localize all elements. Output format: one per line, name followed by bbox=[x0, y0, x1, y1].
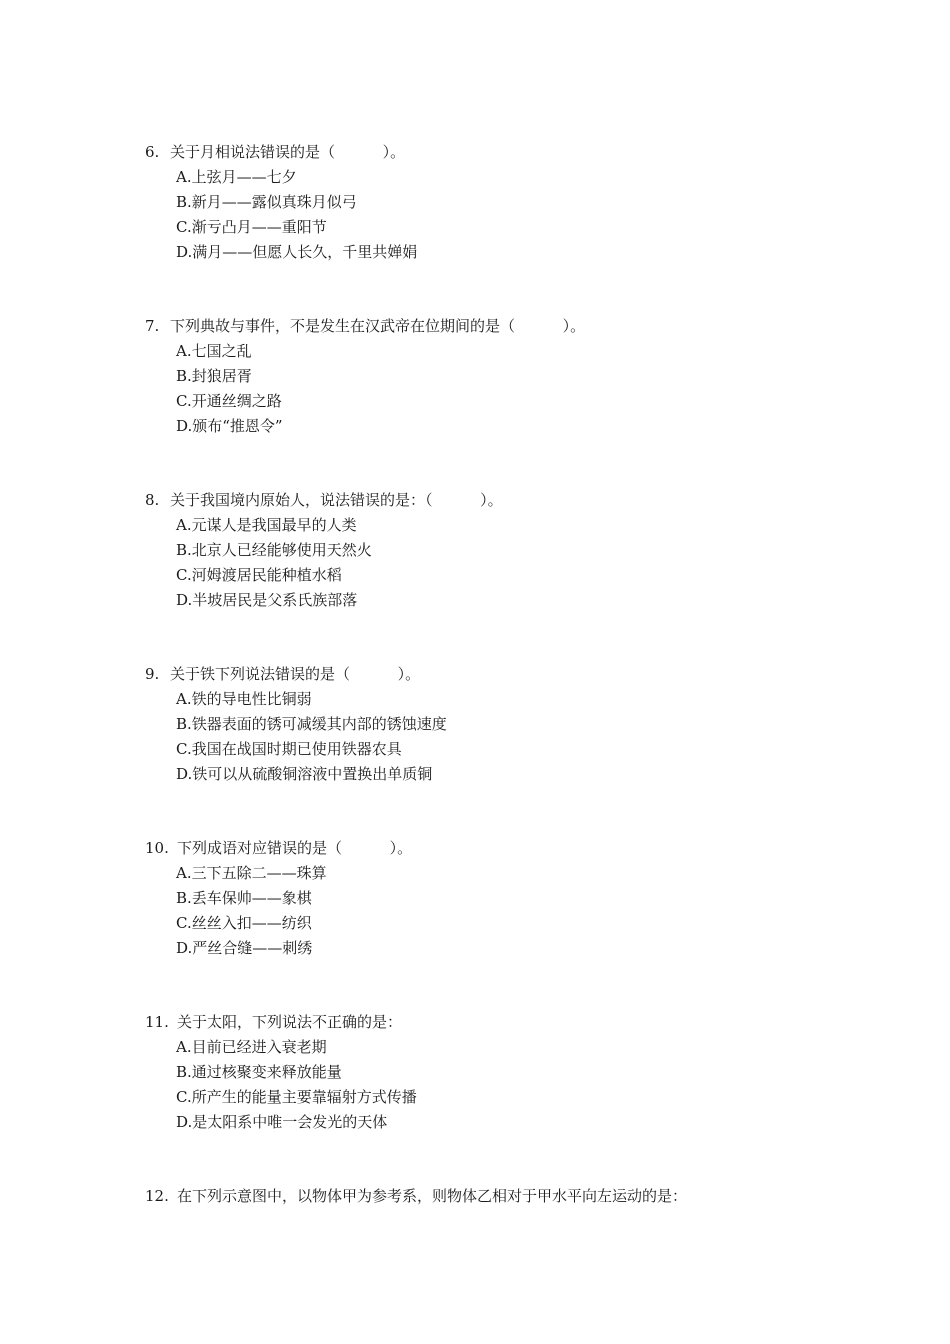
option-list bbox=[145, 1035, 845, 1135]
option-c: C.丝丝入扣——纺织 bbox=[176, 914, 312, 932]
question-text: 关于月相说法错误的是（ ）。 bbox=[170, 143, 406, 161]
option-a: A.三下五除二——珠算 bbox=[176, 864, 327, 882]
question-stem bbox=[145, 488, 845, 513]
question-7 bbox=[145, 314, 845, 439]
question-number: 8. bbox=[145, 491, 160, 509]
option-c: C.渐亏凸月——重阳节 bbox=[176, 218, 327, 236]
option-d: D.满月——但愿人长久，千里共婵娟 bbox=[176, 243, 418, 261]
option-list bbox=[145, 687, 845, 787]
option-b: B.丢车保帅——象棋 bbox=[176, 889, 312, 907]
question-12 bbox=[145, 1184, 845, 1209]
option-d: D.颁布“推恩令” bbox=[176, 417, 283, 435]
question-stem bbox=[145, 314, 845, 339]
question-number: 11. bbox=[145, 1013, 169, 1031]
question-number: 10. bbox=[145, 839, 169, 857]
option-c: C.河姆渡居民能种植水稻 bbox=[176, 566, 342, 584]
question-text: 关于太阳，下列说法不正确的是： bbox=[177, 1013, 403, 1031]
option-list bbox=[145, 165, 845, 265]
question-number: 7. bbox=[145, 317, 160, 335]
option-c: C.开通丝绸之路 bbox=[176, 392, 282, 410]
question-stem bbox=[145, 662, 845, 687]
option-d: D.严丝合缝——刺绣 bbox=[176, 939, 313, 957]
question-stem bbox=[145, 836, 845, 861]
question-stem bbox=[145, 1184, 845, 1209]
option-list bbox=[145, 513, 845, 613]
option-b: B.新月——露似真珠月似弓 bbox=[176, 193, 357, 211]
question-number: 6. bbox=[145, 143, 160, 161]
option-list bbox=[145, 339, 845, 439]
option-b: B.通过核聚变来释放能量 bbox=[176, 1063, 342, 1081]
option-a: A.目前已经进入衰老期 bbox=[176, 1038, 327, 1056]
option-b: B.铁器表面的锈可减缓其内部的锈蚀速度 bbox=[176, 715, 447, 733]
option-a: A.铁的导电性比铜弱 bbox=[176, 690, 312, 708]
question-8 bbox=[145, 488, 845, 613]
question-11 bbox=[145, 1010, 845, 1135]
option-c: C.我国在战国时期已使用铁器农具 bbox=[176, 740, 402, 758]
option-d: D.铁可以从硫酸铜溶液中置换出单质铜 bbox=[176, 765, 433, 783]
question-9 bbox=[145, 662, 845, 787]
question-stem bbox=[145, 1010, 845, 1035]
question-6 bbox=[145, 140, 845, 265]
option-b: B.北京人已经能够使用天然火 bbox=[176, 541, 372, 559]
option-d: D.半坡居民是父系氏族部落 bbox=[176, 591, 358, 609]
question-10 bbox=[145, 836, 845, 961]
option-a: A.元谋人是我国最早的人类 bbox=[176, 516, 357, 534]
question-text: 关于铁下列说法错误的是（ ）。 bbox=[170, 665, 421, 683]
option-b: B.封狼居胥 bbox=[176, 367, 252, 385]
question-text: 关于我国境内原始人，说法错误的是：（ ）。 bbox=[170, 491, 503, 509]
option-list bbox=[145, 861, 845, 961]
question-number: 12. bbox=[145, 1187, 169, 1205]
question-text: 下列典故与事件，不是发生在汉武帝在位期间的是（ ）。 bbox=[170, 317, 586, 335]
question-number: 9. bbox=[145, 665, 160, 683]
question-text: 下列成语对应错误的是（ ）。 bbox=[177, 839, 413, 857]
question-text: 在下列示意图中，以物体甲为参考系，则物体乙相对于甲水平向左运动的是： bbox=[177, 1187, 688, 1205]
option-d: D.是太阳系中唯一会发光的天体 bbox=[176, 1113, 388, 1131]
question-stem bbox=[145, 140, 845, 165]
option-c: C.所产生的能量主要靠辐射方式传播 bbox=[176, 1088, 417, 1106]
option-a: A.七国之乱 bbox=[176, 342, 252, 360]
option-a: A.上弦月——七夕 bbox=[176, 168, 297, 186]
